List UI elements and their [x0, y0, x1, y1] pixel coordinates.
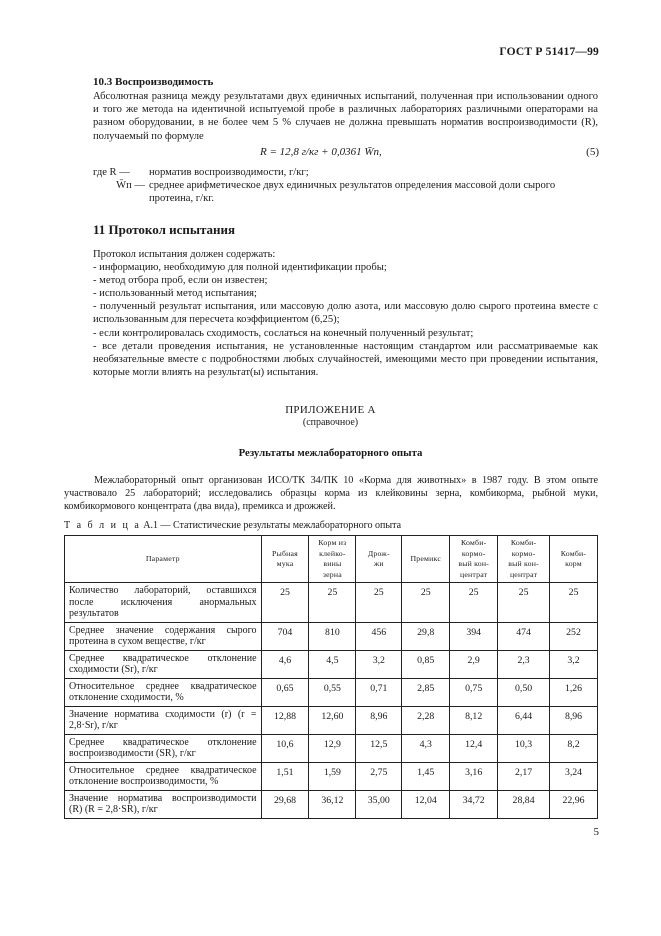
parameter-cell: Среднее квадратическое отклонение воспроизводимости (SR), г/кг — [65, 734, 262, 762]
value-cell: 6,44 — [498, 706, 550, 734]
value-cell: 12,04 — [402, 790, 450, 818]
table-caption-prefix: Т а б л и ц а — [64, 520, 141, 531]
value-cell: 35,00 — [356, 790, 402, 818]
header-cell: Комби- корм — [550, 536, 598, 583]
header-cell: Корм из клейко- вины зерна — [309, 536, 356, 583]
page-number: 5 — [593, 826, 599, 838]
value-cell: 4,5 — [309, 650, 356, 678]
parameter-cell: Среднее значение содержания сырого протеина в сухом веществе, г/кг — [65, 622, 262, 650]
legend-symbol-r: где R — — [93, 167, 130, 178]
parameter-cell: Значение норматива воспроизводимости (R) (R = 2,8·SR), г/кг — [65, 790, 262, 818]
formula-number: (5) — [586, 146, 599, 158]
appendix-subtitle: (справочное) — [302, 417, 359, 428]
value-cell: 25 — [309, 583, 356, 623]
table-row — [65, 790, 598, 818]
value-cell: 1,26 — [550, 678, 598, 706]
value-cell: 4,3 — [402, 734, 450, 762]
value-cell: 1,45 — [402, 762, 450, 790]
list-item: - все детали проведения испытания, не установленные настоящим стандартом или рассматриваемые как необязательные вместе с подробностями любых случайностей, имеющими место при проведении испытания, которые могли влиять на результат(ы) испытания. — [93, 340, 598, 378]
table-row — [65, 734, 598, 762]
value-cell: 22,96 — [550, 790, 598, 818]
value-cell: 474 — [498, 622, 550, 650]
value-cell: 8,12 — [450, 706, 498, 734]
header-cell: Рыбная мука — [261, 536, 309, 583]
value-cell: 2,75 — [356, 762, 402, 790]
value-cell: 8,96 — [356, 706, 402, 734]
value-cell: 252 — [550, 622, 598, 650]
value-cell: 0,75 — [450, 678, 498, 706]
standard-header: ГОСТ Р 51417—99 — [499, 46, 599, 58]
parameter-cell: Относительное среднее квадратическое отклонение сходимости, % — [65, 678, 262, 706]
value-cell: 25 — [550, 583, 598, 623]
value-cell: 2,9 — [450, 650, 498, 678]
table-header-row — [65, 536, 598, 583]
parameter-cell: Значение норматива сходимости (r) (r = 2,8·Sr), г/кг — [65, 706, 262, 734]
value-cell: 0,50 — [498, 678, 550, 706]
value-cell: 1,51 — [261, 762, 309, 790]
value-cell: 10,3 — [498, 734, 550, 762]
legend-symbol-w: W̄п — — [116, 180, 145, 191]
value-cell: 2,85 — [402, 678, 450, 706]
value-cell: 8,2 — [550, 734, 598, 762]
value-cell: 3,16 — [450, 762, 498, 790]
value-cell: 12,5 — [356, 734, 402, 762]
list-item: - метод отбора проб, если он известен; — [93, 275, 268, 287]
appendix-title: ПРИЛОЖЕНИЕ А — [285, 404, 376, 416]
value-cell: 394 — [450, 622, 498, 650]
value-cell: 2,17 — [498, 762, 550, 790]
list-item: - информацию, необходимую для полной идентификации пробы; — [93, 262, 387, 274]
list-item: Протокол испытания должен содержать: — [93, 249, 276, 260]
legend-text-r: норматив воспроизводимости, г/кг; — [149, 167, 309, 178]
value-cell: 3,2 — [550, 650, 598, 678]
value-cell: 29,8 — [402, 622, 450, 650]
section-11-heading: 11 Протокол испытания — [93, 222, 236, 237]
value-cell: 36,12 — [309, 790, 356, 818]
table-row — [65, 706, 598, 734]
table-caption — [64, 520, 401, 531]
table-caption-text: А.1 — Статистические результаты межлабораторного опыта — [143, 520, 402, 531]
value-cell: 3,2 — [356, 650, 402, 678]
section-10-3-heading: 10.3 Воспроизводимость — [93, 76, 214, 88]
header-cell: Дрож- жи — [356, 536, 402, 583]
value-cell: 3,24 — [550, 762, 598, 790]
value-cell: 8,96 — [550, 706, 598, 734]
value-cell: 12,88 — [261, 706, 309, 734]
header-cell: Комби- кормо- вый кон- центрат — [450, 536, 498, 583]
table-row — [65, 678, 598, 706]
value-cell: 25 — [261, 583, 309, 623]
value-cell: 25 — [450, 583, 498, 623]
value-cell: 0,55 — [309, 678, 356, 706]
value-cell: 34,72 — [450, 790, 498, 818]
legend-text-w: среднее арифметическое двух единичных результатов определения массовой доли сырого протеина, г/кг. — [149, 180, 556, 204]
table-row — [65, 583, 598, 623]
table-row — [65, 622, 598, 650]
value-cell: 0,85 — [402, 650, 450, 678]
value-cell: 10,6 — [261, 734, 309, 762]
value-cell: 12,60 — [309, 706, 356, 734]
value-cell: 28,84 — [498, 790, 550, 818]
parameter-cell: Относительное среднее квадратическое отклонение воспроизводимости, % — [65, 762, 262, 790]
value-cell: 12,4 — [450, 734, 498, 762]
section-10-3-text: Абсолютная разница между результатами двух единичных испытаний, полученная при использовании одного и того же метода на идентичной испытуемой пробе в различных лабораториях различными операторами на разном оборудовании, в не более чем 5 % случаев не должна превышать норматив воспроизводимости (R), получаемый по формуле — [93, 91, 598, 142]
value-cell: 29,68 — [261, 790, 309, 818]
value-cell: 25 — [402, 583, 450, 623]
value-cell: 704 — [261, 622, 309, 650]
protocol-list — [93, 248, 598, 379]
value-cell: 12,9 — [309, 734, 356, 762]
list-item: - полученный результат испытания, или массовую долю азота, или массовую долю сырого протеина вместе с использованным для пересчета коэффициентом (6,25); — [93, 301, 598, 326]
appendix-intro: Межлабораторный опыт организован ИСО/ТК 34/ПК 10 «Корма для животных» в 1987 году. В этом опыте участвовало 25 лабораторий; исследовались образцы корма из клейковины зерна, комбикорма, рыбной муки, комбикормового концентрата (два вида), премикса и дрожжей. — [64, 475, 598, 512]
value-cell: 25 — [356, 583, 402, 623]
value-cell: 0,71 — [356, 678, 402, 706]
table-row — [65, 762, 598, 790]
value-cell: 2,28 — [402, 706, 450, 734]
parameter-cell: Количество лабораторий, оставшихся после исключения анормальных результатов — [65, 583, 262, 623]
list-item: - если контролировалась сходимость, сослаться на конечный полученный результат; — [93, 327, 474, 339]
list-item: - использованный метод испытания; — [93, 288, 257, 300]
header-cell: Комби- кормо- вый кон- центрат — [498, 536, 550, 583]
reproducibility-formula: R = 12,8 г/кг + 0,0361 W̄п, — [260, 146, 382, 158]
table-row — [65, 650, 598, 678]
value-cell: 1,59 — [309, 762, 356, 790]
parameter-cell: Среднее квадратическое отклонение сходимости (Sr), г/кг — [65, 650, 262, 678]
value-cell: 810 — [309, 622, 356, 650]
results-title: Результаты межлабораторного опыта — [238, 447, 423, 459]
value-cell: 25 — [498, 583, 550, 623]
formula-legend — [93, 166, 598, 205]
header-cell: Параметр — [65, 536, 262, 583]
value-cell: 456 — [356, 622, 402, 650]
results-table — [64, 535, 598, 819]
value-cell: 4,6 — [261, 650, 309, 678]
value-cell: 2,3 — [498, 650, 550, 678]
value-cell: 0,65 — [261, 678, 309, 706]
header-cell: Премикс — [402, 536, 450, 583]
